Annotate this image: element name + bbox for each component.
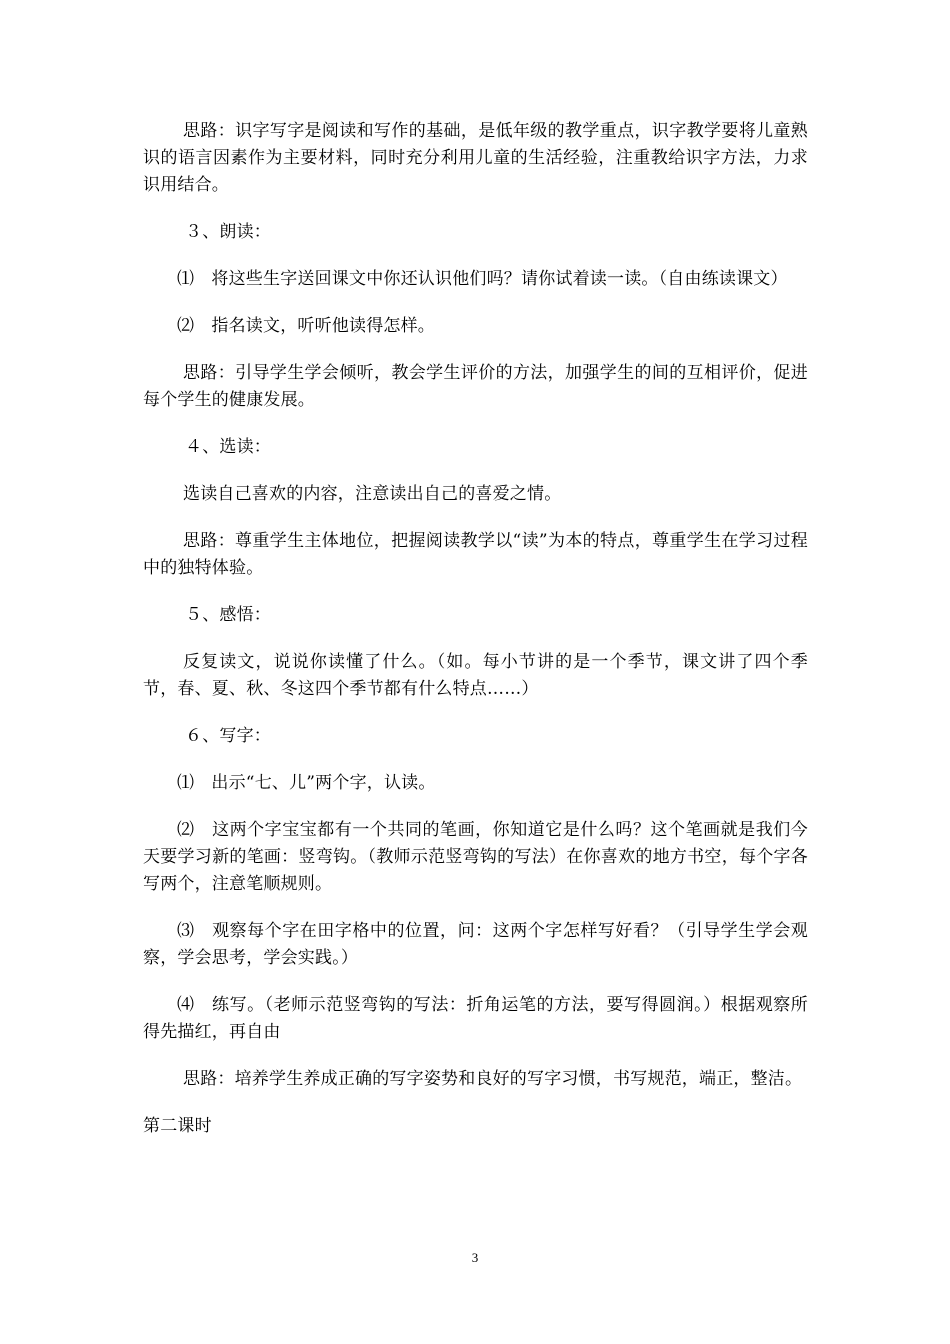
paragraph-step-4-body: 选读自己喜欢的内容，注意读出自己的喜爱之情。 (183, 484, 562, 504)
heading-step-4-selective-reading: ４、选读： (185, 437, 271, 457)
section-heading-second-lesson: 第二课时 (143, 1116, 212, 1136)
paragraph-step-6-3: ⑶ 观察每个字在田字格中的位置，问：这两个字怎样写好看？（引导学生学会观察，学会思考，学会实践。） (143, 921, 808, 968)
document-body (143, 118, 808, 1160)
heading-step-3-reading-aloud: ３、朗读： (185, 222, 271, 242)
paragraph-step-5-body: 反复读文，说说你读懂了什么。（如。每小节讲的是一个季节，课文讲了四个季节，春、夏、秋、冬这四个季节都有什么特点……） (143, 652, 808, 699)
heading-step-5-comprehension: ５、感悟： (185, 605, 271, 625)
paragraph-rationale-writing: 思路：培养学生养成正确的写字姿势和良好的写字习惯，书写规范，端正，整洁。 (183, 1069, 803, 1089)
paragraph-step-3-1: ⑴ 将这些生字送回课文中你还认识他们吗？请你试着读一读。（自由练读课文） (177, 269, 788, 289)
paragraph-step-3-2: ⑵ 指名读文，听听他读得怎样。 (177, 316, 435, 336)
page-number: 3 (471, 1250, 479, 1265)
heading-step-6-writing: ６、写字： (185, 726, 271, 746)
paragraph-rationale-literacy: 思路：识字写字是阅读和写作的基础，是低年级的教学重点，识字教学要将儿童熟识的语言因素作为主要材料，同时充分利用儿童的生活经验，注重教给识字方法，力求识用结合。 (143, 121, 808, 195)
paragraph-rationale-listening: 思路：引导学生学会倾听，教会学生评价的方法，加强学生的间的互相评价，促进每个学生的健康发展。 (143, 363, 808, 410)
paragraph-step-6-1: ⑴ 出示“七、儿”两个字，认读。 (177, 773, 436, 793)
paragraph-step-6-2: ⑵ 这两个字宝宝都有一个共同的笔画，你知道它是什么吗？这个笔画就是我们今天要学习新的笔画：竖弯钩。（教师示范竖弯钩的写法）在你喜欢的地方书空，每个字各写两个，注意笔顺规则。 (143, 820, 808, 894)
paragraph-step-6-4: ⑷ 练写。（老师示范竖弯钩的写法：折角运笔的方法，要写得圆润。）根据观察所得先描红，再自由 (143, 995, 808, 1042)
paragraph-rationale-reading: 思路：尊重学生主体地位，把握阅读教学以“读”为本的特点，尊重学生在学习过程中的独特体验。 (143, 531, 808, 578)
